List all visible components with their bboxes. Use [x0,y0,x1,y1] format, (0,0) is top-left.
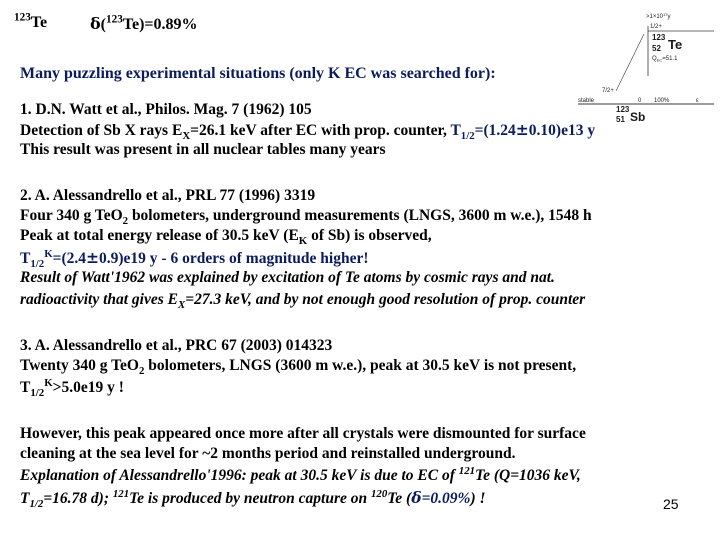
item3-line2: Twenty 340 g TeO$_2$ bolometers, LNGS (3600 m w.e.), peak at 30.5 keV is not present, [20,357,577,378]
page-number: 25 [663,496,679,512]
item2-line5: Result of Watt'1962 was explained by excitation of Te atoms by cosmic rays and nat. [20,269,555,286]
parent-z: 52 [652,44,661,53]
closing-line4: $T_{1/2}=16.78$ d); $^{121}$Te is produced by neutron capture on $^{120}$Te (δ=0.09%) ! [20,487,486,511]
delta-symbol: δ [90,14,101,33]
branch-percent: 100% [654,98,670,104]
item1-line2: Detection of Sb X rays $E_X=26.1$ keV after EC with prop. counter, $T_{1/2}=(1.24\pm 0.10)e13$ y [20,120,596,143]
item1-halflife: $T_{1/2}=(1.24\pm 0.10)e13$ y [450,120,596,143]
item1-line3: This result was present in all nuclear tables many years [20,141,386,158]
item2-reference: 2. A. Alessandrello et al., PRL 77 (1996) 3319 [20,187,316,204]
item2-line3: Peak at total energy release of 30.5 keV ($E_K$ of Sb) is observed, [20,227,432,248]
closing-line3: Explanation of Alessandrello'1996: peak at 30.5 keV is due to EC of $^{121}$Te (Q=1036 keV, [20,464,581,484]
daughter-symbol: Sb [630,110,646,124]
parent-spin: 1/2+ [650,24,662,30]
item3-halflife: $T_{1/2}^K>5.0e19$ y ! [20,376,124,400]
item3-reference: 3. A. Alessandrello et al., PRC 67 (2003) 014323 [20,337,333,354]
item2-halflife: $T_{1/2}^K=(2.4\pm 0.9)e19$ y - 6 orders of magnitude higher! [20,247,369,271]
daughter-spin: 7/2+ [602,88,614,94]
halflife-label: $>1\times 10^{17}y$ [646,12,671,20]
stable-label: stable [578,98,595,104]
decay-scheme-figure [576,6,716,126]
daughter-mass: 123 [616,105,630,114]
parent-symbol: Te [668,37,683,52]
isotope-symbol: Te [30,14,48,31]
closing-line1: However, this peak appeared once more after all crystals were dismounted for surface [20,425,586,442]
daughter-z: 51 [616,115,625,124]
daughter-energy: 0 [638,98,642,104]
q-value: $Q_{EC}=51.1$ [652,56,678,63]
isotope-title [14,11,48,32]
isotope-mass: 123 [14,11,31,24]
closing-abundance: δ=0.09% [411,488,471,507]
item2-line2: Four 340 g TeO$_2$ bolometers, underground measurements (LNGS, 3600 m w.e.), 1548 h [20,207,592,228]
item1-reference: 1. D.N. Watt et al., Philos. Mag. 7 (1962) 105 [20,101,312,118]
closing-line2: cleaning at the sea level for ~2 months period and reinstalled underground. [20,445,516,462]
branch-label: ε [696,98,699,104]
abundance-title: δ($^{123}$Te)=0.89% [90,13,198,33]
parent-mass: 123 [652,33,666,42]
intro-line: Many puzzling experimental situations (only K EC was searched for): [20,65,496,82]
item2-line6: radioactivity that gives $E_X=27.3$ keV, and by not enough good resolution of prop. counter [20,291,586,312]
